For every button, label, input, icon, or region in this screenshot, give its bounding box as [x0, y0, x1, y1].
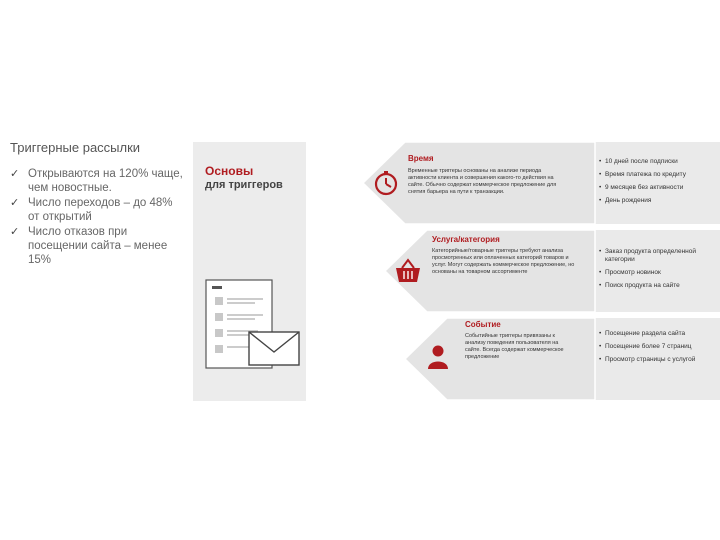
check-icon: ✓ [10, 168, 20, 180]
trigger-example: • 10 дней после подписки [599, 158, 717, 166]
category-description: Временные триггеры основаны на анализе периода активности клиента и совершения какого-то действия на сайте. Обычно содержат коммерческое предложение для снятия барьера на пути к транзакции. [408, 168, 557, 195]
trigger-types-diagram [355, 140, 720, 402]
user-icon [426, 344, 450, 370]
category-description: Категорийные/товарные триггеры требуют анализа просмотренных или оплаченных категорий товаров и услуг. Могут содержать коммерческое предложение, но основаны на товарном ассортименте [432, 248, 575, 275]
trigger-example: • Посещение более 7 страниц [599, 343, 717, 351]
left-column [10, 140, 185, 268]
trigger-example: • Просмотр страницы с услугой [599, 356, 717, 364]
trigger-example: • Посещение раздела сайта [599, 330, 717, 338]
stats-list-item: ✓ Число отказов при посещении сайта – менее 15% [10, 226, 168, 266]
stats-list [10, 167, 185, 267]
category-title: Время [408, 154, 434, 163]
trigger-example: • Время платежа по кредиту [599, 171, 717, 179]
trigger-example: • 9 месяцев без активности [599, 184, 717, 192]
trigger-examples-list [599, 248, 717, 295]
trigger-row-time [355, 140, 720, 226]
document-envelope-icon [203, 277, 303, 377]
card-subtitle: для триггеров [205, 179, 283, 191]
basket-icon [394, 258, 422, 284]
section-title: Триггерные рассылки [10, 140, 141, 155]
trigger-example: • Просмотр новинок [599, 269, 717, 277]
category-title: Услуга/категория [432, 235, 500, 244]
stats-list-item: ✓ Открываются на 120% чаще, чем новостные. [10, 168, 183, 194]
card-title: Основы [205, 164, 254, 178]
trigger-example: • Заказ продукта определенной категории [599, 248, 717, 264]
clock-icon [372, 170, 400, 198]
trigger-row-category [355, 228, 720, 314]
trigger-example: • День рождения [599, 197, 717, 205]
basics-card [193, 142, 306, 401]
category-title: Событие [465, 320, 501, 329]
check-icon: ✓ [10, 226, 20, 238]
stats-list-item: ✓ Число переходов – до 48% от открытий [10, 197, 173, 223]
trigger-example: • Поиск продукта на сайте [599, 282, 717, 290]
check-icon: ✓ [10, 197, 20, 209]
trigger-row-event [355, 316, 720, 402]
trigger-examples-list [599, 158, 717, 210]
trigger-examples-list [599, 330, 717, 369]
category-description: Событийные триггеры привязаны к анализу поведения пользователя на сайте. Всегда содержат коммерческое предложение [465, 333, 564, 360]
